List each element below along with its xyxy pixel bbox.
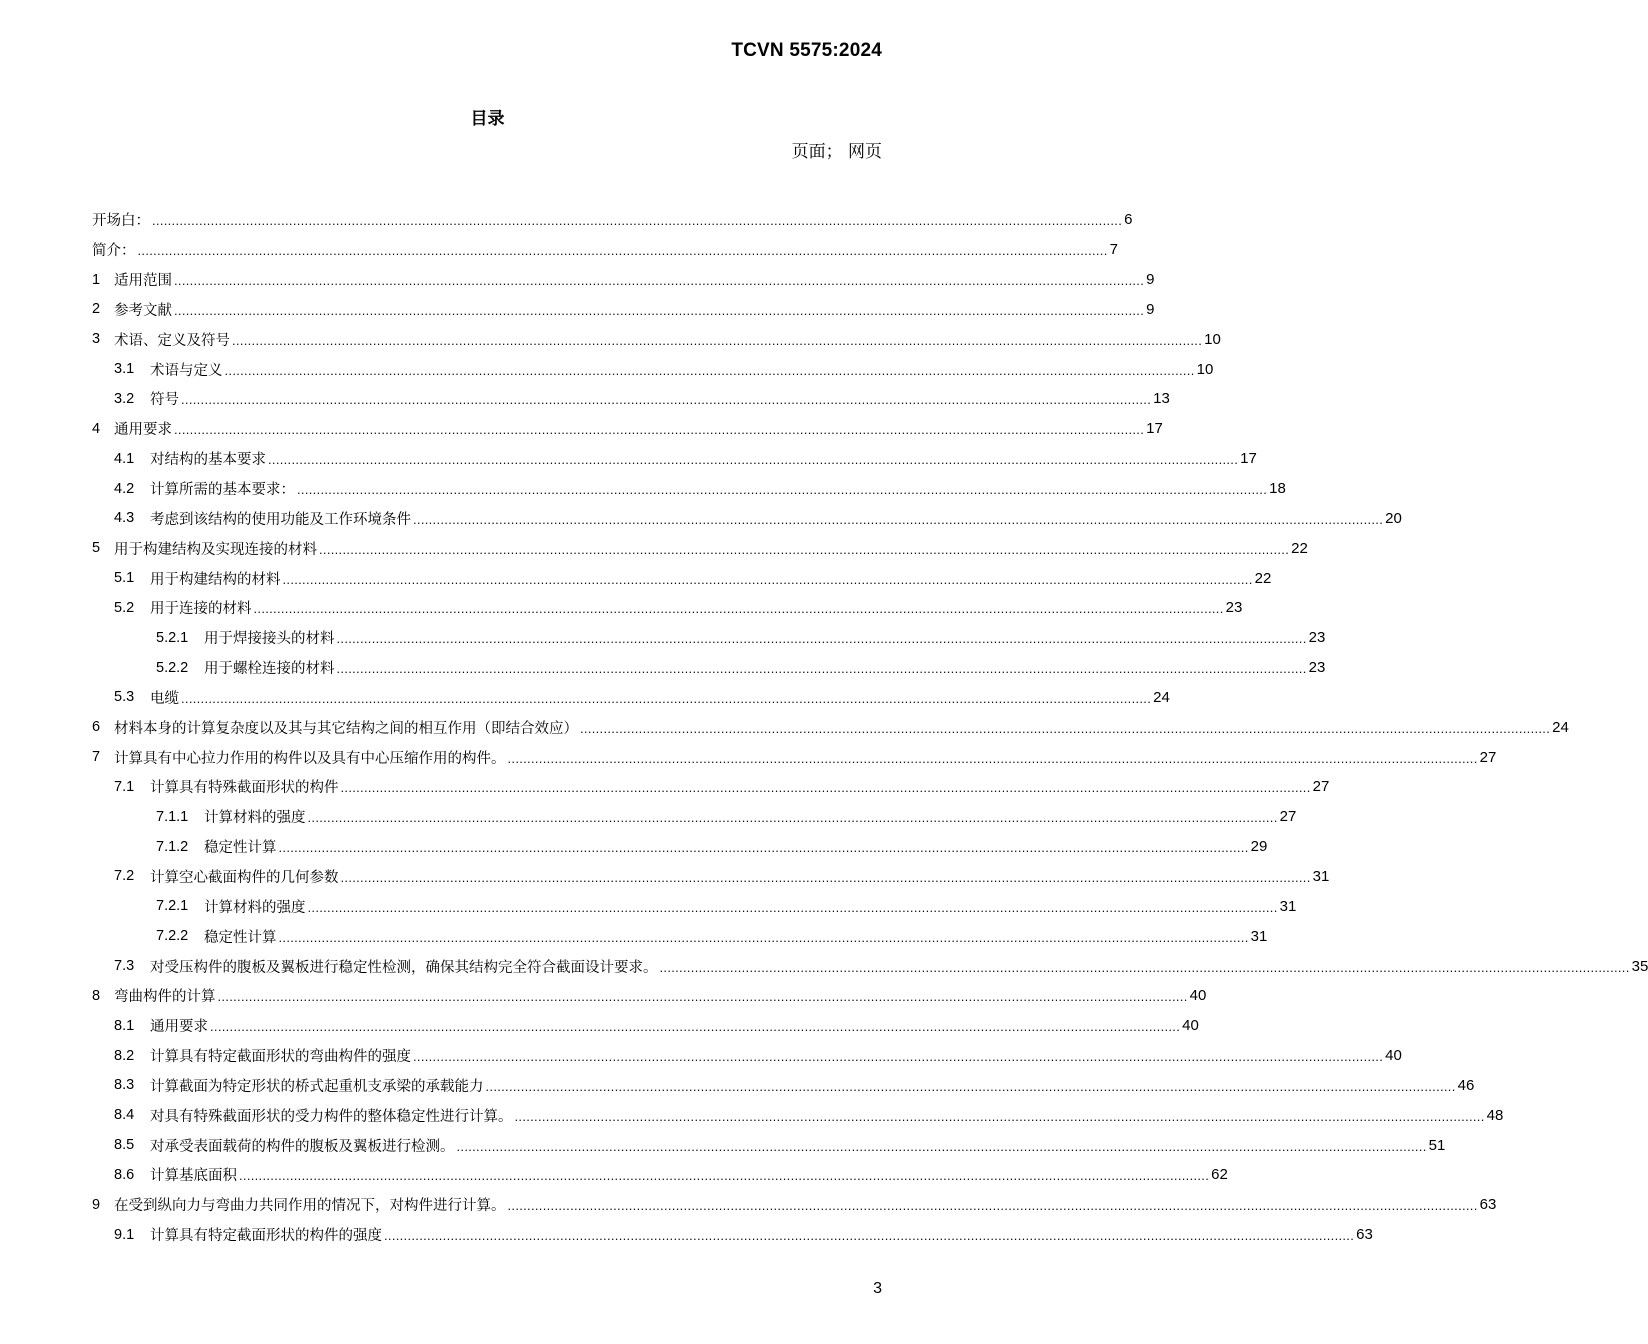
toc-entry[interactable]: [92, 772, 1330, 802]
toc-entry-title: 对结构的基本要求: [150, 452, 266, 469]
toc-entry[interactable]: [92, 235, 1118, 265]
toc-entry[interactable]: [92, 862, 1330, 892]
toc-entry-number: 7.1.2: [156, 838, 189, 855]
toc-dot-leader: [508, 1198, 1478, 1213]
toc-entry[interactable]: [92, 623, 1326, 653]
toc-entry-page: 10: [1204, 330, 1221, 348]
toc-entry-page: 40: [1182, 1017, 1199, 1035]
toc-entry-page: 7: [1109, 241, 1118, 259]
toc-entry-title: 简介：: [92, 243, 136, 260]
toc-entry-title: 计算具有特殊截面形状的构件: [150, 780, 339, 797]
toc-entry-number: 9: [92, 1196, 101, 1213]
toc-entry-page: 31: [1312, 867, 1330, 885]
toc-entry-number: 6: [92, 719, 101, 736]
toc-entry-number: 8.5: [114, 1137, 135, 1154]
toc-entry-number: 3.1: [114, 361, 135, 378]
toc-dot-leader: [384, 1228, 1354, 1243]
toc-entry-page: 63: [1479, 1196, 1497, 1214]
toc-dot-leader: [413, 1049, 1383, 1064]
toc-entry-title: 弯曲构件的计算: [114, 989, 216, 1006]
toc-entry-title: 计算具有中心拉力作用的构件以及具有中心压缩作用的构件。: [114, 750, 506, 767]
toc-entry-title: 通用要求: [150, 1019, 208, 1036]
toc-entry-page: 29: [1250, 838, 1268, 856]
toc-entry-page: 6: [1124, 211, 1133, 229]
toc-entry[interactable]: [92, 653, 1326, 683]
toc-entry[interactable]: [92, 802, 1297, 832]
toc-entry[interactable]: [92, 1070, 1475, 1100]
toc-dot-leader: [239, 1168, 1209, 1183]
toc-entry-title: 计算具有特定截面形状的构件的强度: [150, 1228, 382, 1245]
toc-entry-page: 23: [1308, 629, 1326, 647]
toc-entry-page: 13: [1153, 390, 1170, 408]
toc-entry-page: 51: [1428, 1136, 1446, 1154]
toc-entry-page: 17: [1240, 450, 1257, 468]
toc-entry-title: 计算空心截面构件的几何参数: [150, 869, 339, 886]
toc-entry[interactable]: [92, 205, 1133, 235]
toc-entry[interactable]: [92, 832, 1268, 862]
toc-entry[interactable]: [92, 265, 1155, 295]
toc-entry-title: 稳定性计算: [204, 840, 277, 857]
toc-entry-title: 计算材料的强度: [204, 810, 306, 827]
toc-entry-title: 用于螺栓连接的材料: [204, 661, 335, 678]
toc-entry[interactable]: [92, 354, 1214, 384]
toc-dot-leader: [308, 900, 1278, 915]
toc-entry-title: 计算材料的强度: [204, 899, 306, 916]
toc-dot-leader: [232, 333, 1202, 348]
toc-entry-page: 20: [1385, 509, 1402, 527]
toc-entry[interactable]: [92, 1100, 1504, 1130]
toc-entry[interactable]: [92, 593, 1243, 623]
toc-entry-number: 5.2.2: [156, 659, 189, 676]
toc-entry-title: 用于连接的材料: [150, 601, 252, 618]
page-column-label: 页面； 网页: [791, 142, 882, 162]
toc-entry[interactable]: [92, 295, 1155, 325]
toc-entry-page: 22: [1291, 539, 1308, 557]
toc-entry-number: 9.1: [114, 1226, 135, 1243]
toc-dot-leader: [225, 363, 1195, 378]
toc-dot-leader: [181, 691, 1151, 706]
toc-entry[interactable]: [92, 712, 1569, 742]
toc-entry-page: 9: [1146, 300, 1155, 318]
toc-entry-number: 7: [92, 749, 101, 766]
toc-entry-number: 5.2.1: [156, 629, 189, 646]
toc-entry-title: 对具有特殊截面形状的受力构件的整体稳定性进行计算。: [150, 1108, 513, 1125]
toc-entry-number: 4.3: [114, 510, 135, 527]
toc-entry[interactable]: [92, 414, 1163, 444]
toc-entry-number: 3: [92, 331, 101, 348]
toc-dot-leader: [515, 1109, 1485, 1124]
toc-entry-title: 通用要求: [114, 422, 172, 439]
toc-entry-number: 8.2: [114, 1047, 135, 1064]
toc-dot-leader: [218, 989, 1188, 1004]
toc-entry-page: 27: [1479, 748, 1497, 766]
toc-entry-number: 8.4: [114, 1107, 135, 1124]
page-number: 3: [873, 1280, 882, 1297]
toc-entry-number: 1: [92, 271, 101, 288]
toc-entry-page: 40: [1189, 987, 1207, 1005]
toc-entry[interactable]: [92, 981, 1207, 1011]
toc-entry-number: 7.1.1: [156, 808, 189, 825]
toc-entry-page: 9: [1146, 271, 1155, 289]
toc-entry-number: 3.2: [114, 390, 135, 407]
toc-entry-number: 8: [92, 987, 101, 1004]
toc-entry-title: 计算具有特定截面形状的弯曲构件的强度: [150, 1049, 411, 1066]
toc-entry-page: 46: [1457, 1076, 1475, 1094]
toc-entry[interactable]: [92, 324, 1221, 354]
toc-entry-title: 考虑到该结构的使用功能及工作环境条件: [150, 511, 411, 528]
toc-entry[interactable]: [92, 503, 1402, 533]
toc-entry-number: 5: [92, 540, 101, 557]
toc-entry-title: 适用范围: [114, 273, 172, 290]
toc-entry-page: 23: [1308, 659, 1326, 677]
toc-dot-leader: [413, 512, 1383, 527]
toc-entry-number: 8.6: [114, 1166, 135, 1183]
toc-dot-leader: [341, 780, 1311, 795]
toc-dot-leader: [254, 601, 1224, 616]
toc-entry-page: 63: [1356, 1226, 1373, 1244]
toc-entry[interactable]: [92, 533, 1308, 563]
toc-dot-leader: [268, 452, 1238, 467]
toc-dot-leader: [486, 1079, 1456, 1094]
toc-dot-leader: [297, 482, 1267, 497]
toc-entry[interactable]: [92, 1011, 1199, 1041]
toc-entry[interactable]: [92, 384, 1170, 414]
toc-entry-page: 40: [1385, 1047, 1402, 1065]
toc-dot-leader: [337, 661, 1307, 676]
toc-entry-number: 4: [92, 420, 101, 437]
toc-entry-page: 27: [1279, 808, 1297, 826]
toc-dot-leader: [308, 810, 1278, 825]
toc-entry[interactable]: [92, 563, 1272, 593]
toc-entry-number: 7.3: [114, 958, 135, 975]
toc-entry-page: 48: [1486, 1106, 1504, 1124]
toc-entry-number: 8.3: [114, 1077, 135, 1094]
toc-dot-leader: [283, 572, 1253, 587]
toc-entry-title: 稳定性计算: [204, 929, 277, 946]
toc-entry[interactable]: [92, 683, 1170, 713]
toc-dot-leader: [319, 542, 1289, 557]
toc-entry-page: 31: [1279, 897, 1297, 915]
toc-entry-title: 计算所需的基本要求：: [150, 482, 295, 499]
document-code: TCVN 5575:2024: [731, 40, 882, 61]
toc-entry-page: 22: [1254, 569, 1272, 587]
toc-dot-leader: [337, 631, 1307, 646]
toc-dot-leader: [210, 1019, 1180, 1034]
toc-entry-page: 35: [1631, 957, 1648, 975]
toc-entry-title: 用于构建结构的材料: [150, 571, 281, 588]
toc-entry-number: 5.1: [114, 570, 135, 587]
toc-entry-page: 17: [1146, 420, 1163, 438]
toc-entry-number: 7.2: [114, 868, 135, 885]
toc-entry[interactable]: [92, 951, 1648, 981]
toc-entry-title: 对受压构件的腹板及翼板进行稳定性检测，确保其结构完全符合截面设计要求。: [150, 959, 658, 976]
toc-dot-leader: [174, 422, 1144, 437]
toc-entry[interactable]: [92, 1190, 1497, 1220]
toc-entry-page: 24: [1153, 688, 1170, 706]
toc-entry-number: 7.2.2: [156, 928, 189, 945]
toc-entry-number: 5.2: [114, 599, 135, 616]
toc-entry-number: 4.2: [114, 480, 135, 497]
toc-entry-number: 4.1: [114, 450, 135, 467]
toc-entry-title: 在受到纵向力与弯曲力共同作用的情况下，对构件进行计算。: [114, 1198, 506, 1215]
toc-dot-leader: [174, 303, 1144, 318]
toc-entry-title: 电缆: [150, 690, 179, 707]
toc-entry-number: 8.1: [114, 1017, 135, 1034]
toc-entry-title: 参考文献: [114, 302, 172, 319]
toc-title: 目录: [470, 109, 505, 129]
toc-dot-leader: [457, 1139, 1427, 1154]
toc-entry-title: 对承受表面载荷的构件的腹板及翼板进行检测。: [150, 1138, 455, 1155]
toc-entry-page: 62: [1211, 1166, 1228, 1184]
toc-entry-page: 31: [1250, 927, 1268, 945]
toc-entry[interactable]: [92, 444, 1257, 474]
toc-dot-leader: [580, 721, 1550, 736]
toc-dot-leader: [138, 243, 1108, 258]
toc-entry-page: 24: [1552, 718, 1569, 736]
toc-entry[interactable]: [92, 1130, 1446, 1160]
toc-dot-leader: [279, 840, 1249, 855]
toc-entry-title: 计算截面为特定形状的桥式起重机支承梁的承载能力: [150, 1078, 484, 1095]
toc-dot-leader: [152, 213, 1122, 228]
toc-entry-page: 23: [1225, 599, 1243, 617]
toc-entry[interactable]: [92, 1160, 1228, 1190]
toc-entry-title: 术语、定义及符号: [114, 332, 230, 349]
toc-dot-leader: [174, 273, 1144, 288]
toc-entry[interactable]: [92, 891, 1297, 921]
toc-dot-leader: [508, 751, 1478, 766]
toc-entry[interactable]: [92, 474, 1286, 504]
toc-entry-title: 材料本身的计算复杂度以及其与其它结构之间的相互作用（即结合效应）: [114, 720, 578, 737]
toc-dot-leader: [341, 870, 1311, 885]
table-of-contents: [92, 205, 1648, 1250]
toc-entry-number: 2: [92, 301, 101, 318]
toc-entry-title: 用于构建结构及实现连接的材料: [114, 541, 317, 558]
toc-entry-title: 符号: [150, 392, 179, 409]
toc-entry[interactable]: [92, 1220, 1373, 1250]
toc-entry-title: 术语与定义: [150, 362, 223, 379]
toc-entry-number: 7.2.1: [156, 898, 189, 915]
toc-dot-leader: [181, 392, 1151, 407]
toc-entry-number: 5.3: [114, 689, 135, 706]
toc-entry[interactable]: [92, 921, 1268, 951]
toc-entry[interactable]: [92, 742, 1497, 772]
toc-entry-page: 27: [1312, 778, 1330, 796]
toc-entry-page: 18: [1269, 480, 1286, 498]
toc-entry-number: 7.1: [114, 778, 135, 795]
toc-entry[interactable]: [92, 1041, 1402, 1071]
toc-entry-page: 10: [1196, 360, 1214, 378]
toc-entry-title: 计算基底面积: [150, 1168, 237, 1185]
toc-dot-leader: [660, 960, 1630, 975]
toc-dot-leader: [279, 930, 1249, 945]
toc-entry-title: 用于焊接接头的材料: [204, 631, 335, 648]
toc-entry-title: 开场白：: [92, 213, 150, 230]
